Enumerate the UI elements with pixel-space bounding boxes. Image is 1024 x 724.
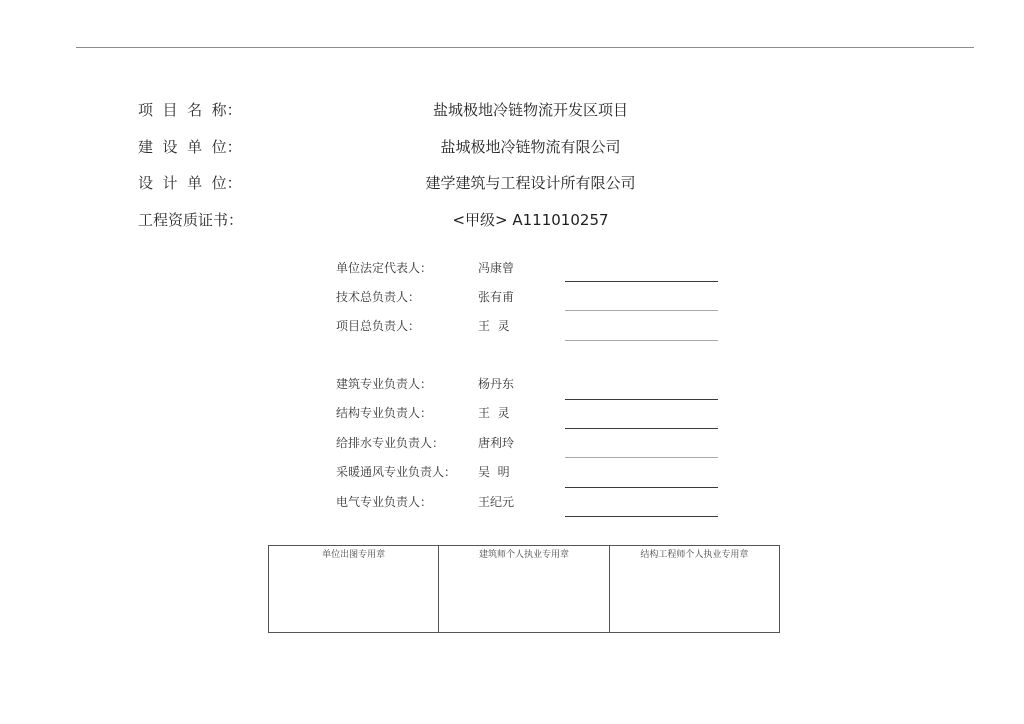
stamp-box-architect-seal [438,546,608,632]
signature-line [565,281,718,282]
construction-unit-label: 建 设 单 位： [138,138,242,156]
design-unit-value: 建学建筑与工程设计所有限公司 [425,174,636,192]
signatory-name: 杨丹东 [478,377,515,391]
signature-line [565,516,718,517]
qualification-cert-value: <甲级> A111010257 [452,211,609,229]
signatory-row-technical-lead [336,287,726,307]
top-divider [76,47,974,48]
signatory-role: 技术总负责人： [336,290,421,304]
signatory-row-plumbing [336,433,726,453]
signatory-role: 单位法定代表人： [336,261,433,275]
signatory-role: 建筑专业负责人： [336,377,433,391]
signatory-role: 项目总负责人： [336,319,421,333]
project-name-row [138,98,898,122]
stamp-box-structural-engineer-seal [609,546,779,632]
project-name-label: 项 目 名 称： [138,101,242,119]
signature-line [565,399,718,400]
signature-line [565,428,718,429]
signatory-name: 张有甫 [478,290,515,304]
signatory-role: 采暖通风专业负责人： [336,465,457,479]
signatory-role: 给排水专业负责人： [336,436,445,450]
signatory-row-project-lead [336,316,726,336]
signatory-name: 王 灵 [478,406,510,420]
design-unit-label: 设 计 单 位： [138,174,242,192]
signatory-name: 王纪元 [478,495,515,509]
signatory-row-electrical [336,492,726,512]
signatory-row-structure [336,403,726,423]
signatory-role: 结构专业负责人： [336,406,433,420]
stamp-box-title: 结构工程师个人执业专用章 [640,550,749,560]
signatory-role: 电气专业负责人： [336,495,433,509]
signatory-name: 唐利玲 [478,436,515,450]
stamp-table [268,545,780,633]
design-unit-row [138,171,898,195]
qualification-cert-label: 工程资质证书： [138,211,244,229]
signature-line [565,310,718,311]
stamp-box-title: 建筑师个人执业专用章 [478,550,569,560]
construction-unit-value: 盐城极地冷链物流有限公司 [440,138,621,156]
signature-line [565,340,718,341]
qualification-cert-row [138,208,898,232]
stamp-box-unit-drawing-seal [269,546,438,632]
construction-unit-row [138,135,898,159]
signatory-row-hvac [336,462,726,482]
signature-line [565,457,718,458]
signatory-name: 吴 明 [478,465,510,479]
project-name-value: 盐城极地冷链物流开发区项目 [432,101,628,119]
signatory-row-architecture [336,374,726,394]
signatory-name: 冯康曾 [478,261,515,275]
signature-line [565,487,718,488]
signatory-name: 王 灵 [478,319,510,333]
signatory-row-legal-rep [336,258,726,278]
stamp-box-title: 单位出图专用章 [322,550,386,560]
